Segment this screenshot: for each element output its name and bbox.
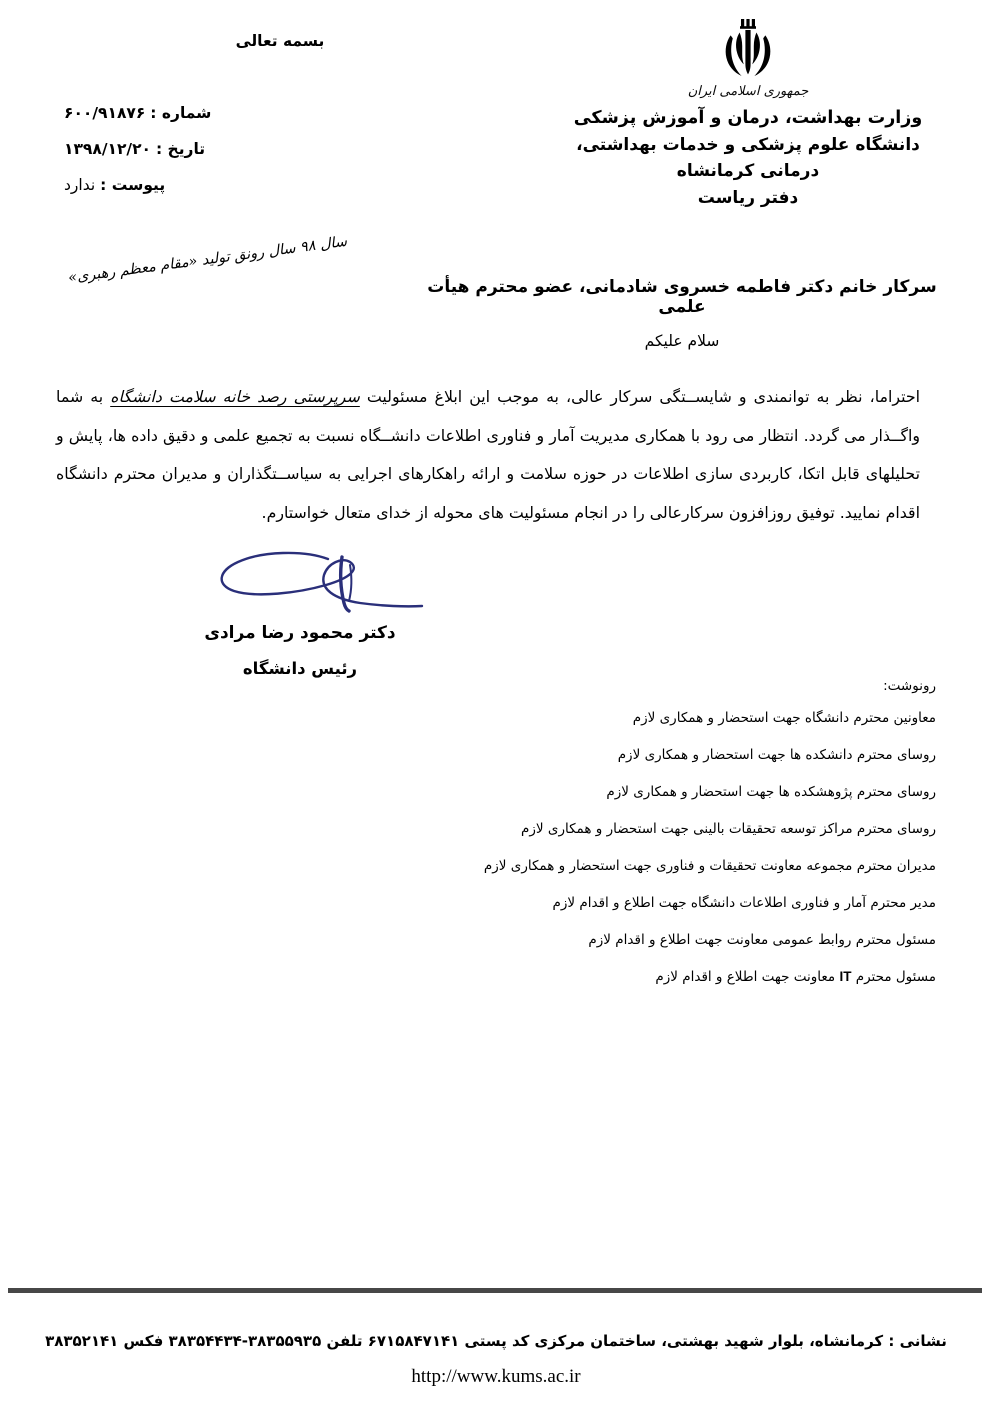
ministry-name: وزارت بهداشت، درمان و آموزش پزشکی <box>573 108 923 128</box>
cc-it-prefix: مسئول محترم <box>851 969 936 985</box>
cc-item: روسای محترم دانشکده ها جهت استحضار و همکاری لازم <box>617 747 936 763</box>
cc-it-suffix: معاونت جهت اطلاع و اقدام لازم <box>655 969 840 985</box>
footer-divider <box>8 1288 982 1293</box>
letter-attachment-label: پیوست : <box>100 175 166 194</box>
cc-item: مدیران محترم مجموعه معاونت تحقیقات و فناوری جهت استحضار و همکاری لازم <box>483 858 936 874</box>
letter-attachment-row <box>64 168 264 204</box>
signatory-name: دکتر محمود رضا مرادی <box>204 623 396 643</box>
letter-number-label: شماره : <box>150 104 212 122</box>
body-emphasized-role: سرپرستی رصد خانه سلامت دانشگاه <box>110 387 360 406</box>
footer-address: نشانی : کرمانشاه، بلوار شهید بهشتی، ساختمان مرکزی کد پستی ۶۷۱۵۸۴۷۱۴۱ تلفن ۳۸۳۵۵۹۳۵-۳۸۳۵۴۴۳۴ فکس ۳۸۳۵۲۱۴۱ <box>45 1332 947 1350</box>
greeting-line: سلام علیکم <box>644 332 720 350</box>
letter-meta <box>64 96 264 204</box>
cc-title: رونوشت: <box>883 678 936 694</box>
year-slogan: سال ۹۸ سال رونق تولید «مقام معظم رهبری» <box>67 233 348 287</box>
iran-emblem-icon <box>548 12 948 82</box>
footer-url[interactable]: http://www.kums.ac.ir <box>411 1366 581 1387</box>
university-name: دانشگاه علوم پزشکی و خدمات بهداشتی، درمانی کرمانشاه <box>576 135 920 182</box>
cc-item: روسای محترم پژوهشکده ها جهت استحضار و همکاری لازم <box>606 784 936 800</box>
body-part-before: احتراما، نظر به توانمندی و شایســتگی سرکار عالی، به موجب این ابلاغ مسئولیت <box>359 387 921 406</box>
letterhead <box>548 12 948 211</box>
letter-date-label: تاریخ : <box>155 139 206 158</box>
body-part-after: به شما واگــذار می گردد. انتظار می رود با همکاری مدیریت آمار و فناوری اطلاعات دانشــگاه نسبت به تجمیع علمی و دقیق داده ها، پایش و تحلیلهای قابل اتکا، کاربردی سازی اطلاعات در حوزه سلامت و ارائه راهکارهای اجرایی به سیاســتگذاران و مدیران محترم دانشگاه اقدام نمایید. توفیق روزافزون سرکارعالی را در انجام مسئولیت های محوله از خدای متعال خواستارم. <box>56 387 920 523</box>
letter-date-value: ۱۳۹۸/۱۲/۲۰ <box>64 139 152 158</box>
cc-item: روسای محترم مراکز توسعه تحقیقات بالینی جهت استحضار و همکاری لازم <box>521 821 936 837</box>
cc-item-it <box>496 969 936 985</box>
basmala-text: بسمه تعالی <box>235 32 325 50</box>
cc-item: معاونین محترم دانشگاه جهت استحضار و همکاری لازم <box>632 710 936 726</box>
handwritten-signature-icon <box>150 545 450 623</box>
addressee-line: سرکار خانم دکتر فاطمه خسروی شادمانی، عضو محترم هیأت علمی <box>427 277 937 317</box>
emblem-caption: جمهوری اسلامی ایران <box>687 84 809 99</box>
letter-number-row <box>64 96 264 132</box>
body-paragraph <box>56 378 934 533</box>
signature-block <box>150 545 450 678</box>
letter-attachment-value: ندارد <box>64 175 96 194</box>
letter-body <box>56 378 934 533</box>
cc-it-latin: IT <box>839 969 852 984</box>
letter-number-value: ۶۰۰/۹۱۸۷۶ <box>64 104 146 122</box>
cc-item: مدیر محترم آمار و فناوری اطلاعات دانشگاه جهت اطلاع و اقدام لازم <box>552 895 936 911</box>
letter-date-row <box>64 132 264 168</box>
cc-item: مسئول محترم روابط عمومی معاونت جهت اطلاع و اقدام لازم <box>588 932 936 948</box>
office-name: دفتر ریاست <box>697 187 799 208</box>
signatory-title: رئیس دانشگاه <box>242 659 358 678</box>
carbon-copy-list <box>483 678 936 1006</box>
